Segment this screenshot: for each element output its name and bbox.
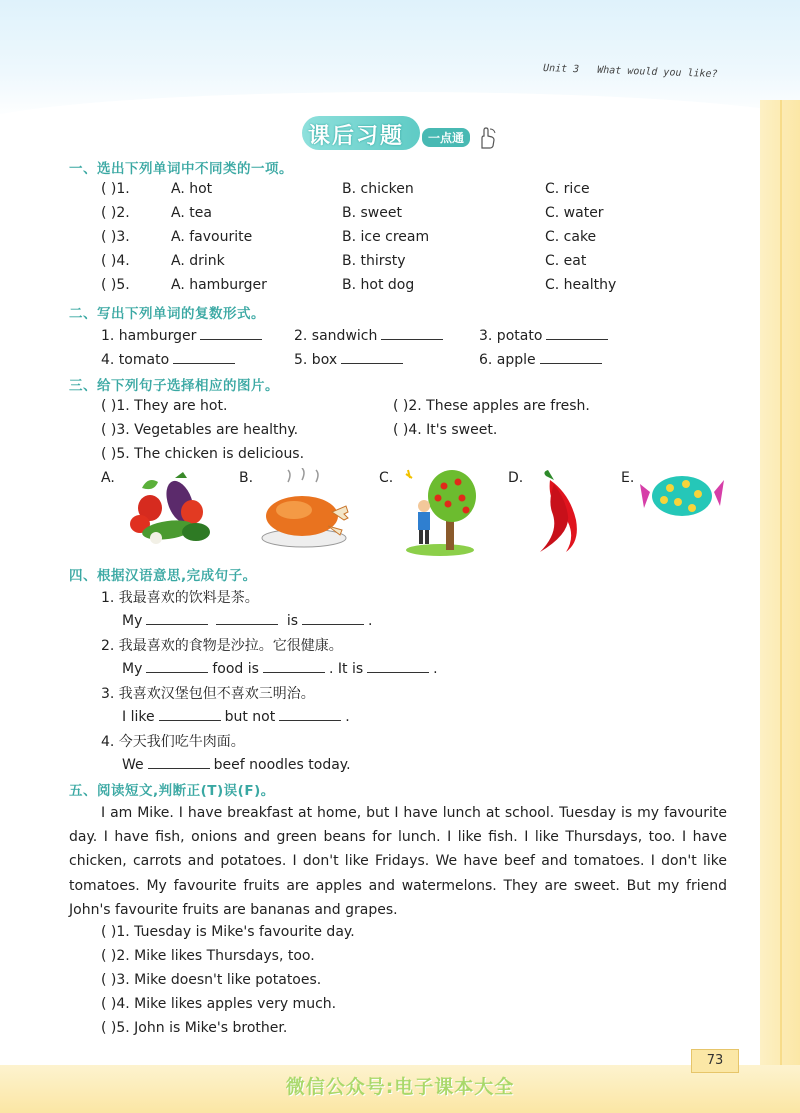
s3-item-1: ( )1. They are hot. <box>101 398 228 414</box>
section2-heading: 二、写出下列单词的复数形式。 <box>69 306 265 322</box>
s4-q3-word-2: but not <box>224 709 276 725</box>
s3-item-3: ( )3. Vegetables are healthy. <box>101 422 299 438</box>
s5-item-3: ( )3. Mike doesn't like potatoes. <box>101 972 322 988</box>
answer-blank[interactable] <box>341 350 403 364</box>
answer-blank[interactable] <box>146 659 208 673</box>
s1-q2-a: A. tea <box>171 205 212 221</box>
s1-q3-c: C. cake <box>545 229 597 245</box>
s4-q2-word-4: . <box>433 661 438 677</box>
s1-q5-b: B. hot dog <box>342 277 415 293</box>
answer-blank[interactable] <box>540 350 602 364</box>
section1-heading: 一、选出下列单词中不同类的一项。 <box>69 161 293 177</box>
s1-q4-c: C. eat <box>545 253 587 269</box>
s2-item-3 <box>479 326 612 344</box>
s4-q4-word-1: We <box>122 757 144 773</box>
answer-blank[interactable] <box>263 659 325 673</box>
answer-blank[interactable] <box>302 611 364 625</box>
page-subtitle: 一点通 <box>422 128 470 147</box>
s1-q3-a: A. favourite <box>171 229 253 245</box>
header-title: What would you like? <box>597 64 719 81</box>
s2-word: 2. sandwich <box>294 328 378 344</box>
s5-item-4: ( )4. Mike likes apples very much. <box>101 996 337 1012</box>
s4-q4-sentence <box>122 755 351 773</box>
s2-word: 6. apple <box>479 352 536 368</box>
s4-q3-word-3: . <box>345 709 350 725</box>
page-number: 73 <box>691 1049 739 1073</box>
title-banner <box>302 112 502 156</box>
candy-picture <box>640 470 724 524</box>
s4-q3-chinese: 3. 我喜欢汉堡包但不喜欢三明治。 <box>101 686 315 702</box>
pic-label-b: B. <box>239 470 254 486</box>
apple-tree-picture <box>400 466 480 556</box>
answer-blank[interactable] <box>200 326 262 340</box>
s2-word: 1. hamburger <box>101 328 197 344</box>
s2-word: 3. potato <box>479 328 543 344</box>
pic-label-d: D. <box>508 470 524 486</box>
s1-q3-num: ( )3. <box>101 229 130 245</box>
answer-blank[interactable] <box>146 611 208 625</box>
vegetables-picture <box>120 468 212 550</box>
answer-blank[interactable] <box>148 755 210 769</box>
s1-q2-c: C. water <box>545 205 604 221</box>
s1-q4-a: A. drink <box>171 253 225 269</box>
section5-heading: 五、阅读短文,判断正(T)误(F)。 <box>69 783 275 799</box>
s1-q2-b: B. sweet <box>342 205 402 221</box>
section4-heading: 四、根据汉语意思,完成句子。 <box>69 568 257 584</box>
s1-q1-c: C. rice <box>545 181 590 197</box>
reading-passage: I am Mike. I have breakfast at home, but I have lunch at school. Tuesday is my favourite day. I have fish, onions and green beans for lunch. I like fish. I like Thursdays, too. I have chicken, carrots and potatoes. I don't like Fridays. We have beef and tomatoes. I don't like tomatoes. My favourite fruits are apples and watermelons. They are sweet. But my friend John's favourite fruits are bananas and grapes. <box>69 805 727 918</box>
section3-heading: 三、给下列句子选择相应的图片。 <box>69 378 279 394</box>
s3-item-5: ( )5. The chicken is delicious. <box>101 446 305 462</box>
s2-item-4 <box>101 350 239 368</box>
s1-q5-c: C. healthy <box>545 277 617 293</box>
answer-blank[interactable] <box>546 326 608 340</box>
answer-blank[interactable] <box>279 707 341 721</box>
s4-q4-word-2: beef noodles today. <box>213 757 351 773</box>
pic-label-c: C. <box>379 470 394 486</box>
answer-blank[interactable] <box>216 611 278 625</box>
s2-item-1 <box>101 326 266 344</box>
s1-q1-num: ( )1. <box>101 181 130 197</box>
watermark-text: 微信公众号:电子课本大全 <box>285 1076 515 1098</box>
s4-q2-word-1: My <box>122 661 143 677</box>
s4-q2-sentence <box>122 659 438 677</box>
s4-q1-word-3: . <box>368 613 373 629</box>
s3-item-4: ( )4. It's sweet. <box>393 422 498 438</box>
s4-q2-word-3: . It is <box>328 661 364 677</box>
s4-q1-chinese: 1. 我最喜欢的饮料是茶。 <box>101 590 259 606</box>
s2-item-5 <box>294 350 407 368</box>
s3-item-2: ( )2. These apples are fresh. <box>393 398 590 414</box>
s1-q1-b: B. chicken <box>342 181 414 197</box>
page-edge-line <box>780 100 782 1113</box>
s5-item-5: ( )5. John is Mike's brother. <box>101 1020 288 1036</box>
s1-q5-num: ( )5. <box>101 277 130 293</box>
pic-label-e: E. <box>621 470 635 486</box>
pointing-hand-icon <box>474 126 498 150</box>
s4-q4-chinese: 4. 今天我们吃牛肉面。 <box>101 734 245 750</box>
page-title: 课后习题 <box>308 124 405 149</box>
s5-item-2: ( )2. Mike likes Thursdays, too. <box>101 948 315 964</box>
answer-blank[interactable] <box>367 659 429 673</box>
s1-q4-b: B. thirsty <box>342 253 406 269</box>
s4-q2-word-2: food is <box>212 661 259 677</box>
answer-blank[interactable] <box>381 326 443 340</box>
s4-q1-word-1: My <box>122 613 143 629</box>
roast-chicken-picture <box>258 468 354 552</box>
s4-q3-sentence <box>122 707 350 725</box>
answer-blank[interactable] <box>159 707 221 721</box>
s1-q2-num: ( )2. <box>101 205 130 221</box>
s4-q3-word-1: I like <box>122 709 155 725</box>
answer-blank[interactable] <box>173 350 235 364</box>
s4-q1-word-2: is <box>286 613 299 629</box>
pic-label-a: A. <box>101 470 115 486</box>
s1-q1-a: A. hot <box>171 181 213 197</box>
header-unit: Unit 3 <box>543 62 580 76</box>
s2-item-2 <box>294 326 447 344</box>
chili-pepper-picture <box>528 470 590 556</box>
s1-q5-a: A. hamburger <box>171 277 267 293</box>
s2-item-6 <box>479 350 606 368</box>
s2-word: 5. box <box>294 352 338 368</box>
s2-word: 4. tomato <box>101 352 170 368</box>
s4-q2-chinese: 2. 我最喜欢的食物是沙拉。它很健康。 <box>101 638 343 654</box>
s1-q3-b: B. ice cream <box>342 229 430 245</box>
s4-q1-sentence <box>122 611 372 629</box>
s5-item-1: ( )1. Tuesday is Mike's favourite day. <box>101 924 355 940</box>
s1-q4-num: ( )4. <box>101 253 130 269</box>
